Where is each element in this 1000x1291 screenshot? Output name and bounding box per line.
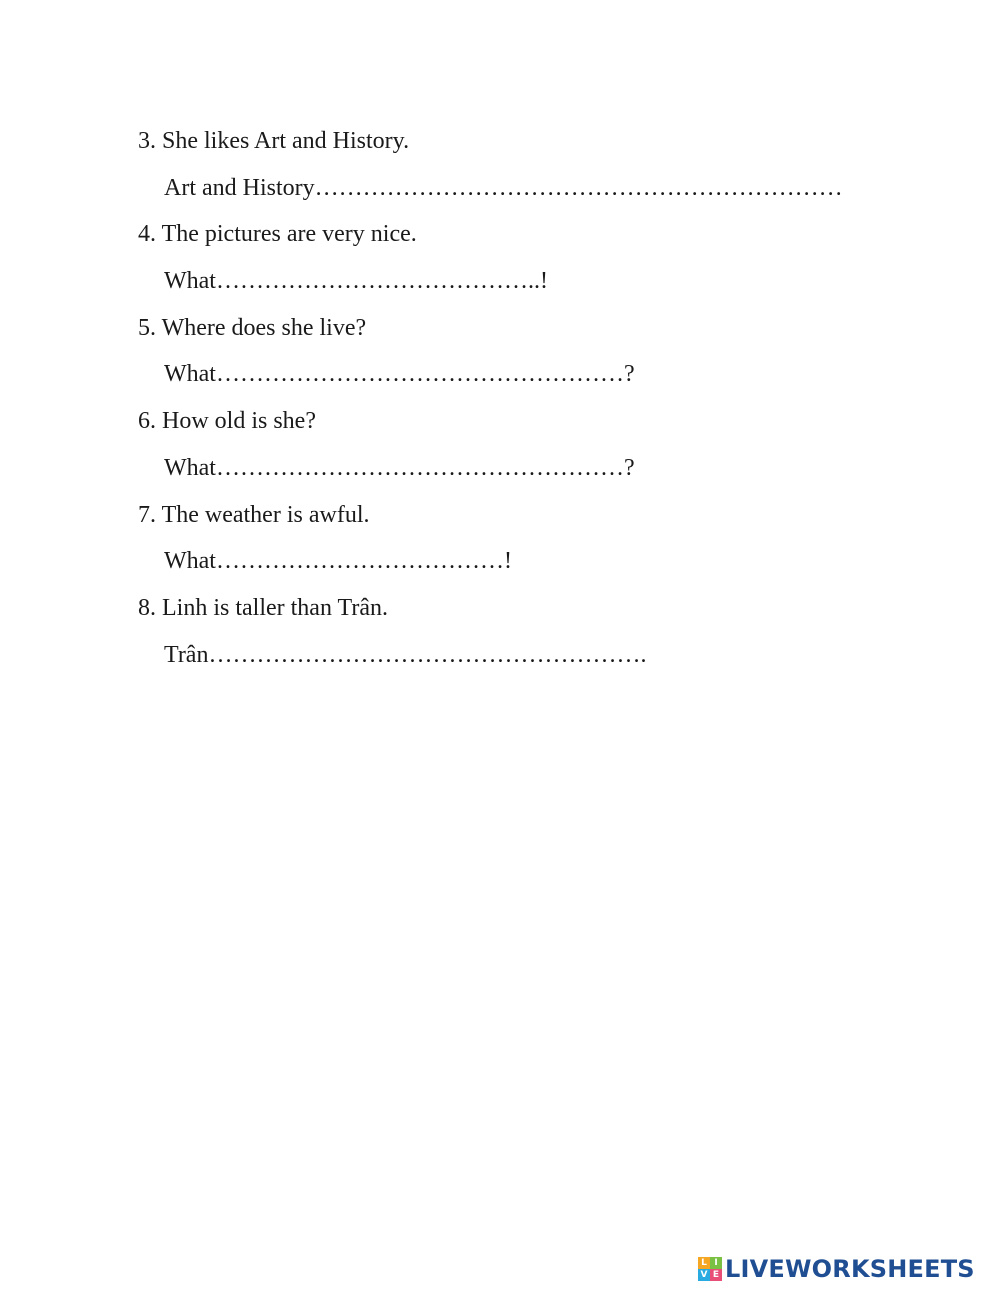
question-prompt: 3. She likes Art and History. — [138, 128, 410, 154]
question-prompt: 6. How old is she? — [138, 408, 316, 435]
logo-wordmark: LIVEWORKSHEETS — [725, 1255, 975, 1283]
question-prompt: 4. The pictures are very nice. — [138, 221, 417, 248]
answer-line: Trân………………………………………………. — [164, 641, 647, 668]
question-prompt: 7. The weather is awful. — [138, 501, 370, 528]
exercise-item-7 — [138, 492, 918, 585]
logo-letter-v: V — [698, 1269, 710, 1281]
logo-letter-i: I — [710, 1257, 722, 1269]
exercise-item-5 — [138, 305, 918, 398]
answer-line: What………………………………! — [164, 548, 512, 575]
question-prompt: 5. Where does she live? — [138, 314, 367, 341]
liveworksheets-logo — [698, 1252, 975, 1286]
question-prompt: 8. Linh is taller than Trân. — [138, 594, 388, 621]
logo-letter-l: L — [698, 1257, 710, 1269]
answer-line: What……………………………………………? — [164, 454, 635, 481]
exercise-item-6 — [138, 398, 918, 491]
logo-mark-icon — [698, 1257, 722, 1281]
exercise-item-3 — [138, 118, 918, 211]
logo-letter-e: E — [710, 1269, 722, 1281]
exercise-item-8 — [138, 585, 918, 678]
answer-line: What…………………………………..! — [164, 268, 548, 295]
answer-line: Art and History………………………………………………………… — [164, 174, 843, 201]
answer-line: What……………………………………………? — [164, 361, 635, 388]
exercise-item-4 — [138, 211, 918, 304]
exercise-list — [138, 118, 918, 678]
